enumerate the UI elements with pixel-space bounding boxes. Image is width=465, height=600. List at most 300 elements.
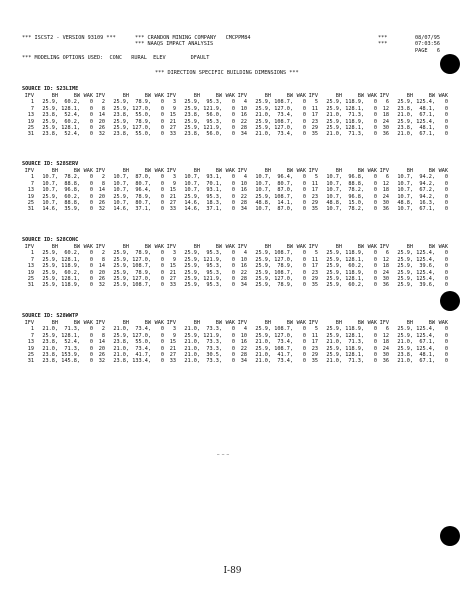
table-cell: 8 [101,105,105,112]
table-cell: 0 [160,358,164,365]
table-cell: 16 [240,187,247,194]
table-cell: 22 [240,118,247,125]
table-cell: 17 [311,187,318,194]
table-cell: 14 [98,187,105,194]
table-cell: 41.7, [277,352,293,359]
table-cell: 37.1, [135,206,151,213]
table-cell: 80.7, [135,180,151,187]
table-cell: 24 [382,118,389,125]
date-time-block [415,35,440,54]
table-cell: 25.9, [113,263,129,270]
table-cell: 0 [89,250,93,257]
table-cell: 23 [311,193,318,200]
table-cell: 0 [444,125,448,132]
table-cell: 2 [101,174,105,181]
table-cell: 21.0, [397,358,413,365]
table-cell: 23.8, [42,358,58,365]
table-cell: 118.9, [345,99,364,106]
table-cell: 36 [382,358,389,365]
column-header: IFV [379,93,389,99]
table-cell: 0 [231,358,235,365]
table-cell: 10.7, [113,200,129,207]
table-cell: 95.3, [206,99,222,106]
table-cell: 48.8, [255,200,271,207]
table-cell: 0 [89,326,93,333]
column-header: WAK [296,93,306,99]
table-cell: 0 [302,180,306,187]
table-cell: 33 [169,131,176,138]
table-cell: 0 [89,112,93,119]
table-cell: 0 [373,174,377,181]
table-cell: 6 [385,99,389,106]
punch-hole [440,54,460,74]
table-cell: 0 [160,250,164,257]
table-cell: 0 [302,105,306,112]
table-cell: 133.4, [132,358,151,365]
column-header: BW [428,320,435,326]
table-cell: 0 [302,276,306,283]
table-cell: 26 [98,352,105,359]
table-cell: 25.9, [42,193,58,200]
table-cell: 25.9, [184,105,200,112]
table-cell: 0 [231,200,235,207]
table-cell: 25.9, [113,105,129,112]
table-cell: 0 [231,187,235,194]
table-cell: 78.9, [135,99,151,106]
table-cell: 21 [169,269,176,276]
table-cell: 56.0, [206,112,222,119]
table-cell: 25.9, [113,99,129,106]
table-cell: 10.7, [326,174,342,181]
table-cell: 78.9, [135,118,151,125]
table-cell: 14.6, [184,206,200,213]
table-cell: 10.7, [113,187,129,194]
table-cell: 12 [382,256,389,263]
table-cell: 48.1, [419,125,435,132]
table-cell: 0 [373,276,377,283]
table-cell: 10 [240,105,247,112]
table-cell: 0 [302,282,306,289]
table-cell: 0 [373,112,377,119]
table-cell: 25.9, [113,332,129,339]
table-cell: 125.4, [416,250,435,257]
program-version: *** ISCST2 - VERSION 93109 *** [22,35,116,41]
table-cell: 3 [172,99,176,106]
table-cell: 0 [160,187,164,194]
small-mark: — — — [217,452,230,457]
table-cell: 33 [169,358,176,365]
table-cell: 13 [27,263,34,270]
column-header: BW [357,244,364,250]
table-cell: 0 [160,125,164,132]
table-cell: 0 [231,282,235,289]
column-header: WAK [225,93,235,99]
table-cell: 60.2, [64,193,80,200]
table-cell: 0 [373,99,377,106]
column-header: BW [144,320,151,326]
table-cell: 0 [444,269,448,276]
table-cell: 0 [89,358,93,365]
table-cell: 73.3, [206,339,222,346]
table-cell: 6 [385,174,389,181]
column-header: BW [144,244,151,250]
table-cell: 0 [160,352,164,359]
table-cell: 1 [30,326,34,333]
table-cell: 55.0, [135,339,151,346]
column-header: BH [335,168,342,174]
table-cell: 13 [27,112,34,119]
table-cell: 0 [302,118,306,125]
table-cell: 10.7, [42,187,58,194]
table-cell: 14 [98,112,105,119]
table-cell: 0 [231,250,235,257]
table-cell: 0 [373,200,377,207]
table-cell: 0 [444,352,448,359]
table-cell: 121.9, [203,276,222,283]
column-header: BW [357,93,364,99]
table-cell: 5 [314,326,318,333]
table-cell: 0 [231,125,235,132]
table-cell: 22 [240,193,247,200]
table-cell: 48.1, [419,352,435,359]
table-cell: 21 [169,118,176,125]
run-time: 07:03:56 [415,41,440,48]
table-cell: 18 [382,263,389,270]
table-cell: 10.7, [397,180,413,187]
table-cell: 26 [98,276,105,283]
table-cell: 5 [314,99,318,106]
table-cell: 21.0, [184,345,200,352]
table-cell: 34 [240,358,247,365]
column-header: WAK [154,93,164,99]
table-cell: 29 [311,352,318,359]
table-cell: 0 [231,276,235,283]
table-cell: 21.0, [184,326,200,333]
table-cell: 19 [27,345,34,352]
table-cell: 9 [172,180,176,187]
table-cell: 1 [30,250,34,257]
table-cell: 23.8, [42,112,58,119]
table-cell: 14.6, [42,206,58,213]
table-cell: 127.0, [132,105,151,112]
table-cell: 30 [382,200,389,207]
table-cell: 25.9, [113,282,129,289]
table-cell: 18 [382,112,389,119]
table-cell: 23.8, [397,125,413,132]
table-cell: 0 [160,206,164,213]
table-cell: 25.9, [326,125,342,132]
table-cell: 128.1, [61,256,80,263]
table-cell: 0 [160,200,164,207]
column-header: IFV [24,93,34,99]
dimension-table [22,93,448,138]
column-header: WAK [296,320,306,326]
table-cell: 35 [311,282,318,289]
header-stars [378,35,387,48]
table-cell: 9 [172,256,176,263]
column-header: BH [193,168,200,174]
table-cell: 0 [89,174,93,181]
table-cell: 118.9, [345,345,364,352]
table-cell: 30 [382,125,389,132]
column-header: WAK [367,93,377,99]
table-cell: 78.2, [348,206,364,213]
table-cell: 0 [89,200,93,207]
table-cell: 36 [382,206,389,213]
column-header: BH [406,244,413,250]
source-id-label: SOURCE ID: S28WWTP [22,313,79,319]
table-cell: 95.3, [206,250,222,257]
table-cell: 78.9, [135,193,151,200]
table-cell: 21.0, [184,339,200,346]
table-cell: 25.9, [255,276,271,283]
column-header: BH [335,320,342,326]
table-cell: 0 [373,131,377,138]
table-cell: 25.9, [397,250,413,257]
table-cell: 21.0, [326,339,342,346]
table-cell: 0 [373,339,377,346]
column-header: BH [51,93,58,99]
column-header: BH [264,168,271,174]
table-cell: 18 [382,187,389,194]
source-block [22,313,452,365]
table-cell: 121.9, [203,256,222,263]
table-cell: 21.0, [397,339,413,346]
table-cell: 71.3, [64,345,80,352]
table-cell: 26 [98,200,105,207]
table-cell: 31 [27,206,34,213]
table-cell: 30 [382,276,389,283]
column-header: BH [406,320,413,326]
table-cell: 25.9, [255,118,271,125]
table-cell: 25.9, [113,256,129,263]
table-cell: 0 [302,269,306,276]
table-cell: 25.9, [42,125,58,132]
table-cell: 0 [89,180,93,187]
table-cell: 19 [27,269,34,276]
table-cell: 0 [302,112,306,119]
table-cell: 60.2, [348,282,364,289]
table-cell: 67.1, [419,112,435,119]
table-cell: 31 [27,131,34,138]
table-cell: 0 [302,339,306,346]
table-cell: 0 [373,352,377,359]
table-cell: 0 [373,250,377,257]
table-cell: 0 [160,345,164,352]
table-cell: 8 [101,256,105,263]
table-cell: 0 [444,256,448,263]
table-cell: 71.3, [348,358,364,365]
column-header: WAK [225,320,235,326]
table-cell: 0 [373,345,377,352]
table-cell: 0 [160,112,164,119]
table-cell: 25.9, [255,326,271,333]
table-cell: 0 [302,326,306,333]
table-cell: 22 [240,269,247,276]
column-header: BW [286,93,293,99]
table-cell: 0 [231,352,235,359]
table-cell: 25.9, [255,345,271,352]
table-cell: 15 [169,187,176,194]
table-cell: 0 [444,118,448,125]
column-header: BW [286,244,293,250]
table-cell: 21.0, [397,131,413,138]
table-cell: 88.8, [64,200,80,207]
table-cell: 25.9, [113,193,129,200]
table-cell: 60.2, [64,250,80,257]
table-cell: 128.1, [61,105,80,112]
column-header: IFV [166,168,176,174]
table-cell: 128.1, [61,125,80,132]
table-cell: 25.9, [255,125,271,132]
table-cell: 0 [302,256,306,263]
table-cell: 8 [101,332,105,339]
table-cell: 0 [160,131,164,138]
table-cell: 10.7, [326,193,342,200]
table-cell: 25.9, [184,269,200,276]
table-cell: 15 [169,263,176,270]
table-cell: 29 [311,200,318,207]
table-cell: 21.0, [255,131,271,138]
modeling-options: *** MODELING OPTIONS USED: CONC RURAL ELEV DFAULT [22,55,210,61]
table-cell: 17 [311,339,318,346]
table-cell: 0 [444,250,448,257]
table-cell: 10.7, [397,193,413,200]
table-cell: 118.9, [345,118,364,125]
table-cell: 25.9, [42,332,58,339]
table-cell: 3 [172,326,176,333]
table-cell: 78.2, [64,174,80,181]
table-cell: 0 [302,352,306,359]
table-cell: 0 [231,118,235,125]
table-cell: 0 [231,263,235,270]
table-cell: 0 [373,193,377,200]
table-cell: 25.9, [42,256,58,263]
table-cell: 3 [172,250,176,257]
column-header: WAK [296,244,306,250]
table-cell: 80.7, [277,180,293,187]
table-cell: 25.9, [326,118,342,125]
table-cell: 0 [302,332,306,339]
table-cell: 25.9, [184,250,200,257]
table-cell: 25.9, [42,269,58,276]
table-cell: 12 [382,105,389,112]
table-cell: 10.7, [255,174,271,181]
table-cell: 10.7, [397,187,413,194]
table-cell: 0 [160,326,164,333]
table-cell: 88.8, [348,180,364,187]
table-cell: 125.4, [416,256,435,263]
table-cell: 128.1, [345,125,364,132]
table-cell: 21.0, [255,358,271,365]
table-cell: 0 [160,174,164,181]
table-cell: 32 [98,282,105,289]
column-header: IFV [308,244,318,250]
table-cell: 121.9, [203,105,222,112]
table-cell: 25.9, [255,282,271,289]
table-cell: 7 [30,180,34,187]
table-cell: 0 [89,193,93,200]
table-cell: 25.9, [397,256,413,263]
page-number: I-89 [223,566,242,576]
table-cell: 25.9, [184,282,200,289]
table-cell: 23 [311,345,318,352]
table-cell: 23.8, [113,339,129,346]
column-header: WAK [83,93,93,99]
table-cell: 0 [89,263,93,270]
table-cell: 0 [373,187,377,194]
table-cell: 127.0, [132,125,151,132]
table-cell: 118.9, [345,269,364,276]
table-cell: 73.4, [135,345,151,352]
table-cell: 0 [231,269,235,276]
table-cell: 55.0, [135,112,151,119]
table-cell: 25.9, [113,118,129,125]
table-cell: 60.2, [348,263,364,270]
table-cell: 10.7, [326,180,342,187]
table-cell: 0 [89,345,93,352]
table-cell: 118.9, [61,263,80,270]
table-cell: 14 [98,263,105,270]
table-cell: 18.3, [206,200,222,207]
table-cell: 48.8, [326,200,342,207]
table-cell: 0 [302,206,306,213]
table-cell: 128.1, [345,105,364,112]
table-cell: 96.8, [348,193,364,200]
table-cell: 0 [89,105,93,112]
table-cell: 0 [373,180,377,187]
column-header: WAK [367,320,377,326]
table-cell: 21.0, [255,112,271,119]
table-cell: 25.9, [113,125,129,132]
table-cell: 25.9, [255,250,271,257]
table-cell: 33 [169,282,176,289]
table-cell: 35.9, [64,206,80,213]
table-cell: 25.9, [42,105,58,112]
table-cell: 17 [311,263,318,270]
table-cell: 0 [231,105,235,112]
table-cell: 96.8, [64,187,80,194]
table-cell: 25.9, [255,105,271,112]
table-cell: 125.4, [416,99,435,106]
table-cell: 88.8, [64,180,80,187]
table-cell: 23 [311,118,318,125]
column-header: IFV [166,93,176,99]
table-cell: 21.0, [113,352,129,359]
column-header: WAK [225,168,235,174]
table-cell: 0 [444,345,448,352]
table-cell: 28 [240,200,247,207]
table-cell: 52.4, [64,112,80,119]
table-cell: 0 [444,187,448,194]
table-cell: 0 [231,193,235,200]
table-cell: 0 [373,125,377,132]
table-cell: 0 [302,263,306,270]
table-cell: 25.9, [255,269,271,276]
table-cell: 125.4, [416,326,435,333]
table-cell: 19 [27,118,34,125]
table-cell: 96.4, [277,174,293,181]
column-header: BH [122,93,129,99]
source-id-label: SOURCE ID: S28SERV [22,161,79,167]
table-cell: 0 [231,112,235,119]
table-cell: 0 [89,276,93,283]
table-cell: 25.9, [184,276,200,283]
table-cell: 0 [160,339,164,346]
table-cell: 0 [231,131,235,138]
company-line: *** CRANDON MINING COMPANY CMCPPM84 [135,35,251,41]
table-cell: 4 [243,326,247,333]
